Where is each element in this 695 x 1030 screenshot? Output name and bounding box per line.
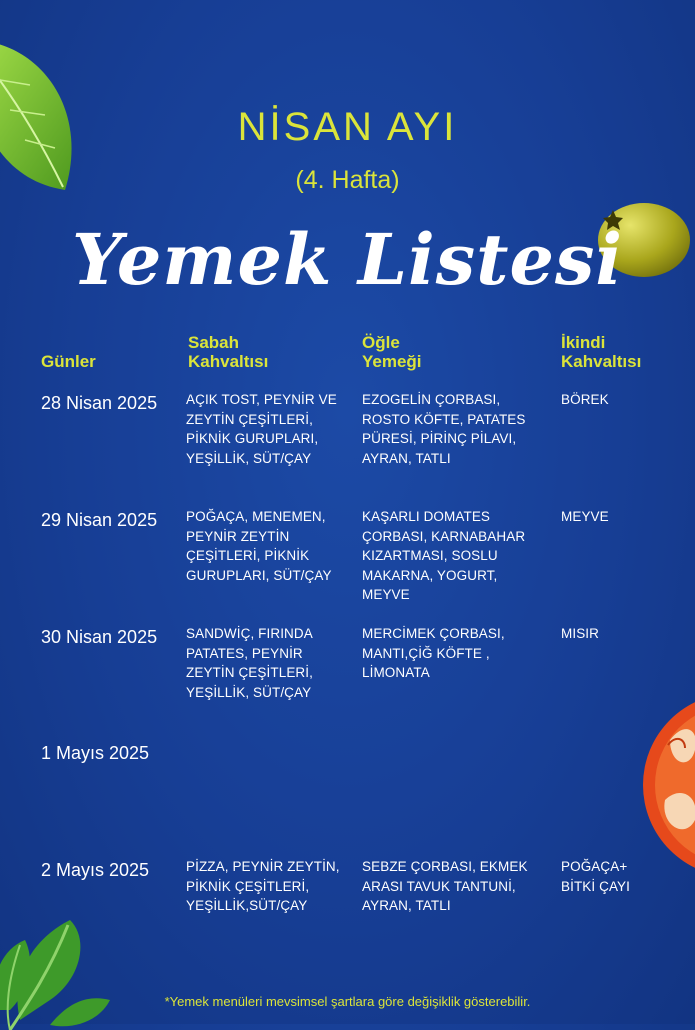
row-lunch: KAŞARLI DOMATES ÇORBASI, KARNABAHAR KIZARTMASI, SOSLU MAKARNA, YOGURT, MEYVE — [362, 509, 526, 602]
row-lunch: EZOGELİN ÇORBASI, ROSTO KÖFTE, PATATES PÜRESİ, PİRİNÇ PİLAVI, AYRAN, TATLI — [362, 392, 526, 466]
column-header-breakfast: Sabah Kahvaltısı — [188, 333, 269, 371]
row-day: 30 Nisan 2025 — [41, 627, 158, 647]
column-header-days: Günler — [41, 352, 96, 371]
row-snack: POĞAÇA+ BİTKİ ÇAYI — [561, 859, 631, 894]
page-title: Yemek Listesi — [72, 218, 623, 301]
parsley-leaf-icon — [0, 900, 120, 1030]
row-snack: MISIR — [561, 626, 600, 641]
row-day: 28 Nisan 2025 — [41, 393, 158, 413]
row-snack: MEYVE — [561, 509, 609, 524]
row-day: 29 Nisan 2025 — [41, 510, 158, 530]
row-day: 2 Mayıs 2025 — [41, 860, 150, 880]
row-breakfast: AÇIK TOST, PEYNİR VE ZEYTİN ÇEŞİTLERİ, PİKNİK GURUPLARI, YEŞİLLİK, SÜT/ÇAY — [186, 392, 337, 466]
month-heading: NİSAN AYI — [237, 105, 458, 149]
row-day: 1 Mayıs 2025 — [41, 743, 150, 763]
row-breakfast: POĞAÇA, MENEMEN, PEYNİR ZEYTİN ÇEŞİTLERİ, PİKNİK GURUPLARI, SÜT/ÇAY — [186, 509, 332, 583]
row-lunch: SEBZE ÇORBASI, EKMEK ARASI TAVUK TANTUNİ, AYRAN, TATLI — [362, 859, 528, 913]
row-snack: BÖREK — [561, 392, 609, 407]
tomato-slice-icon — [640, 690, 695, 880]
row-breakfast: SANDWİÇ, FIRINDA PATATES, PEYNİR ZEYTİN ÇEŞİTLERİ, YEŞİLLİK, SÜT/ÇAY — [186, 626, 313, 700]
column-header-lunch: Öğle Yemeği — [362, 333, 422, 371]
week-subheading: (4. Hafta) — [295, 166, 400, 194]
column-header-snack: İkindi Kahvaltısı — [561, 333, 642, 371]
footer-note: *Yemek menüleri mevsimsel şartlara göre değişiklik gösterebilir. — [164, 994, 531, 1009]
row-lunch: MERCİMEK ÇORBASI, MANTI,ÇİĞ KÖFTE , LİMONATA — [362, 626, 505, 680]
row-breakfast: PİZZA, PEYNİR ZEYTİN, PİKNİK ÇEŞİTLERİ, YEŞİLLİK,SÜT/ÇAY — [186, 859, 340, 913]
